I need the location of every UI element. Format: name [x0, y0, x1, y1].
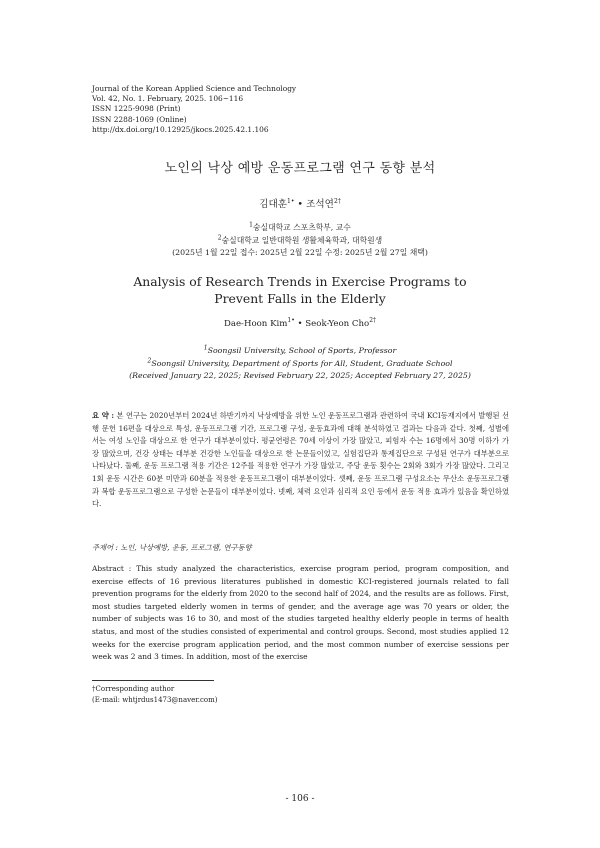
affiliation2-sup-ko: 2: [217, 233, 222, 241]
affiliation2-ko: [0, 235, 600, 248]
author2-sup-ko: 2†: [333, 197, 341, 205]
author1-name-ko: 김대훈: [259, 199, 288, 210]
journal-name: Journal of the Korean Applied Science and Technology: [92, 84, 297, 93]
affiliation1-en: [0, 345, 600, 358]
affiliation2-en: [0, 358, 600, 371]
korean-affiliations: [0, 222, 600, 260]
dates-en: (Received January 22, 2025; Revised February 22, 2025; Accepted February 27, 2025): [129, 371, 471, 381]
author1-sup-en: 1•: [287, 317, 295, 325]
journal-info: [92, 84, 296, 135]
affiliation2-sup-en: 2: [147, 357, 152, 365]
affiliation2-text-ko: 숭실대학교 일반대학원 생활체육학과, 대학원생: [221, 235, 383, 245]
korean-keywords: 주제어 : 노인, 낙상예방, 운동, 프로그램, 연구동향: [92, 543, 252, 552]
journal-issn-online: ISSN 2288-1069 (Online): [92, 114, 187, 124]
corresponding-author-note: †Corresponding author: [92, 685, 175, 693]
english-abstract-label: Abstract: [92, 564, 124, 573]
english-title-line1: Analysis of Research Trends in Exercise Programs to: [133, 274, 467, 289]
author2-name-ko: 조석연: [306, 199, 334, 210]
footnote: [92, 684, 218, 706]
korean-abstract: [92, 410, 509, 511]
english-authors: [0, 319, 600, 329]
english-abstract-text: : This study analyzed the characteristics, exercise program period, program composition, and exercise effects of 16 previous literatures published in domestic KCI-registered journals related to fall prevention programs for the elderly from 2020 to the second half of 2024, and the results are as follows. First, most studies targeted elderly women in terms of gender, and the average age was 70 years or older, the number of subjects was 16 to 30, and most of the studies targeted healthy elderly people in terms of health status, and most of the studies consisted of experimental and control groups. Second, most studies applied 12 weeks for the exercise program application period, and the most common number of exercise sessions per week was 2 and 3 times. In addition, most of the exercise: [92, 564, 509, 662]
affiliation1-text-en: Soongsil University, School of Sports, Professor: [207, 346, 397, 355]
corresponding-author-email: (E-mail: whtjrdus1473@naver.com): [92, 696, 218, 704]
page-number: - 106 -: [285, 794, 315, 804]
korean-authors: [0, 196, 600, 210]
english-affiliations: [0, 345, 600, 383]
author1-sup-ko: 1•: [287, 197, 295, 205]
journal-issn-print: ISSN 1225-9098 (Print): [92, 104, 181, 114]
author-separator-en: •: [294, 319, 306, 329]
english-title-line2: Prevent Falls in the Elderly: [214, 291, 386, 306]
english-abstract: [92, 563, 509, 664]
author-separator-ko: •: [294, 199, 307, 210]
journal-volume: Vol. 42, No. 1. February, 2025. 106~116: [92, 94, 244, 104]
dates-ko: (2025년 1월 22일 접수: 2025년 2월 22일 수정: 2025년 2월 27일 채택): [172, 248, 428, 257]
affiliation1-ko: [0, 222, 600, 235]
affiliation2-text-en: Soongsil University, Department of Sports for All, Student, Graduate School: [151, 358, 453, 368]
affiliation1-sup-ko: 1: [249, 221, 253, 229]
author2-sup-en: 2†: [369, 317, 377, 325]
english-title: [0, 273, 600, 307]
korean-title: 노인의 낙상 예방 운동프로그램 연구 동향 분석: [164, 161, 436, 176]
affiliation1-sup-en: 1: [203, 344, 208, 352]
korean-abstract-text: 본 연구는 2020년부터 2024년 하반기까지 낙상예방을 위한 노인 운동프로그램과 관련하여 국내 KCI등재지에서 발행된 선행 문헌 16편을 대상으로 특성, 운동프로그램 기간, 프로그램 구성, 운동효과에 대해 분석하였고 결과는 다음과 같다. 첫째, 성별에서는 여성 노인을 대상으로 한 연구가 대부분이었다. 평균연령은 70세 이상이 가장 많았고, 피험자 수는 16명에서 30명 이하가 가장 많았으며, 건강 상태는 대부분 건강한 노인들을 대상으로 한 논문들이었고, 실험집단과 통제집단으로 구성된 연구가 대부분으로 나타났다. 둘째, 운동 프로그램 적용 기간은 12주를 적용한 연구가 가장 많았고, 주당 운동 횟수는 2회와 3회가 가장 많았다. 그리고 1회 운동 시간은 60분 미만과 60분을 적용한 운동프로그램이 대부분이었다. 셋째, 운동 프로그램 구성요소는 무산소 운동프로그램과 복합 운동프로그램으로 구성한 논문들이 대부분이었다. 넷째, 체력 요인과 심리적 요인 등에서 운동 적용 효과가 있음을 확인하였다.: [92, 411, 509, 509]
author1-name-en: Dae-Hoon Kim: [223, 319, 288, 329]
journal-doi: http://dx.doi.org/10.12925/jkocs.2025.42.1.106: [92, 124, 269, 134]
korean-abstract-label: 요 약 :: [92, 411, 115, 420]
footnote-rule: [92, 680, 214, 681]
affiliation1-text-ko: 숭실대학교 스포츠학부, 교수: [253, 223, 351, 232]
author2-name-en: Seok-Yeon Cho: [305, 319, 370, 329]
